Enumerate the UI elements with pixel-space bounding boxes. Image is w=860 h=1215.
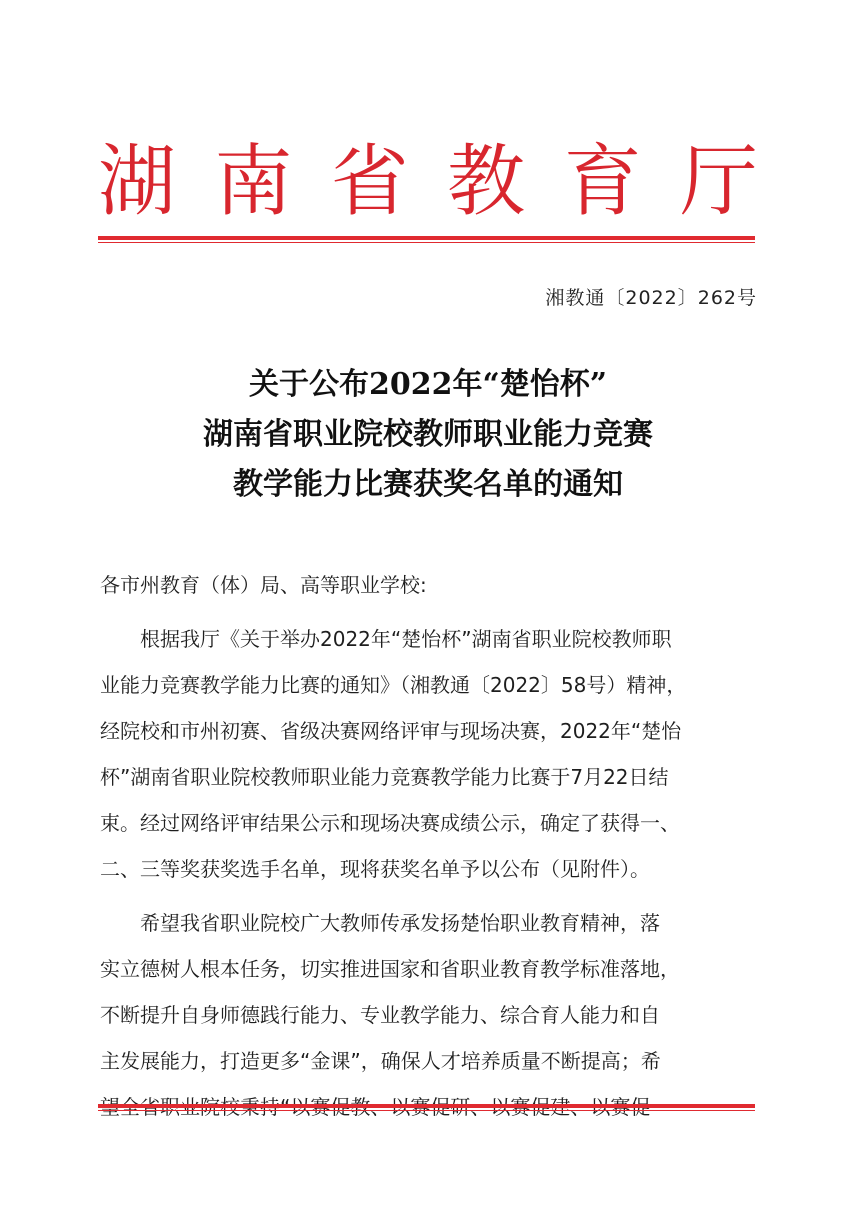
paragraph-line: 二、三等奖获奖选手名单，现将获奖名单予以公布（见附件）。 (100, 857, 650, 881)
paragraph-line: 杯”湖南省职业院校教师职业能力竞赛教学能力比赛于7月22日结 (100, 765, 669, 789)
notice-title (98, 360, 758, 510)
letterhead-divider (98, 236, 755, 244)
letterhead-char: 育 (563, 137, 642, 227)
paragraph-line: 业能力竞赛教学能力比赛的通知》（湘教通〔2022〕58号）精神， (100, 673, 687, 697)
letterhead-char: 教 (447, 137, 526, 227)
divider-thick-line (98, 236, 755, 240)
divider-thick-line (98, 1104, 755, 1108)
paragraph-line: 束。经过网络评审结果公示和现场决赛成绩公示，确定了获得一、 (100, 811, 680, 835)
letterhead-title (98, 132, 758, 232)
notice-title-line: 教学能力比赛获奖名单的通知 (233, 467, 623, 502)
paragraph-gap (100, 892, 760, 900)
paragraph-line: 实立德树人根本任务，切实推进国家和省职业教育教学标准落地， (100, 957, 680, 981)
divider-thin-line (98, 242, 755, 243)
letterhead-char: 厅 (679, 137, 758, 227)
paragraph-line: 主发展能力，打造更多“金课”，确保人才培养质量不断提高；希 (100, 1049, 661, 1073)
paragraph-line: 根据我厅《关于举办2022年“楚怡杯”湖南省职业院校教师职 (140, 627, 672, 651)
letterhead-char: 省 (330, 137, 409, 227)
paragraph-1 (100, 616, 760, 892)
document-number: 湘教通〔2022〕262号 (545, 287, 757, 309)
paragraph-line: 希望我省职业院校广大教师传承发扬楚怡职业教育精神，落 (140, 911, 660, 935)
salutation: 各市州教育（体）局、高等职业学校: (100, 573, 427, 597)
divider-thin-line (98, 1110, 755, 1111)
notice-body (100, 562, 760, 1130)
notice-title-line: 湖南省职业院校教师职业能力竞赛 (203, 417, 653, 452)
notice-title-line: 关于公布2022年“楚怡杯” (248, 367, 607, 402)
letterhead-char: 湖 (98, 137, 177, 227)
paragraph-line: 经院校和市州初赛、省级决赛网络评审与现场决赛，2022年“楚怡 (100, 719, 682, 743)
paragraph-gap (100, 608, 760, 616)
letterhead-char: 南 (214, 137, 293, 227)
footer-divider (98, 1104, 755, 1112)
paragraph-line: 不断提升自身师德践行能力、专业教学能力、综合育人能力和自 (100, 1003, 660, 1027)
paragraph-2 (100, 900, 760, 1130)
